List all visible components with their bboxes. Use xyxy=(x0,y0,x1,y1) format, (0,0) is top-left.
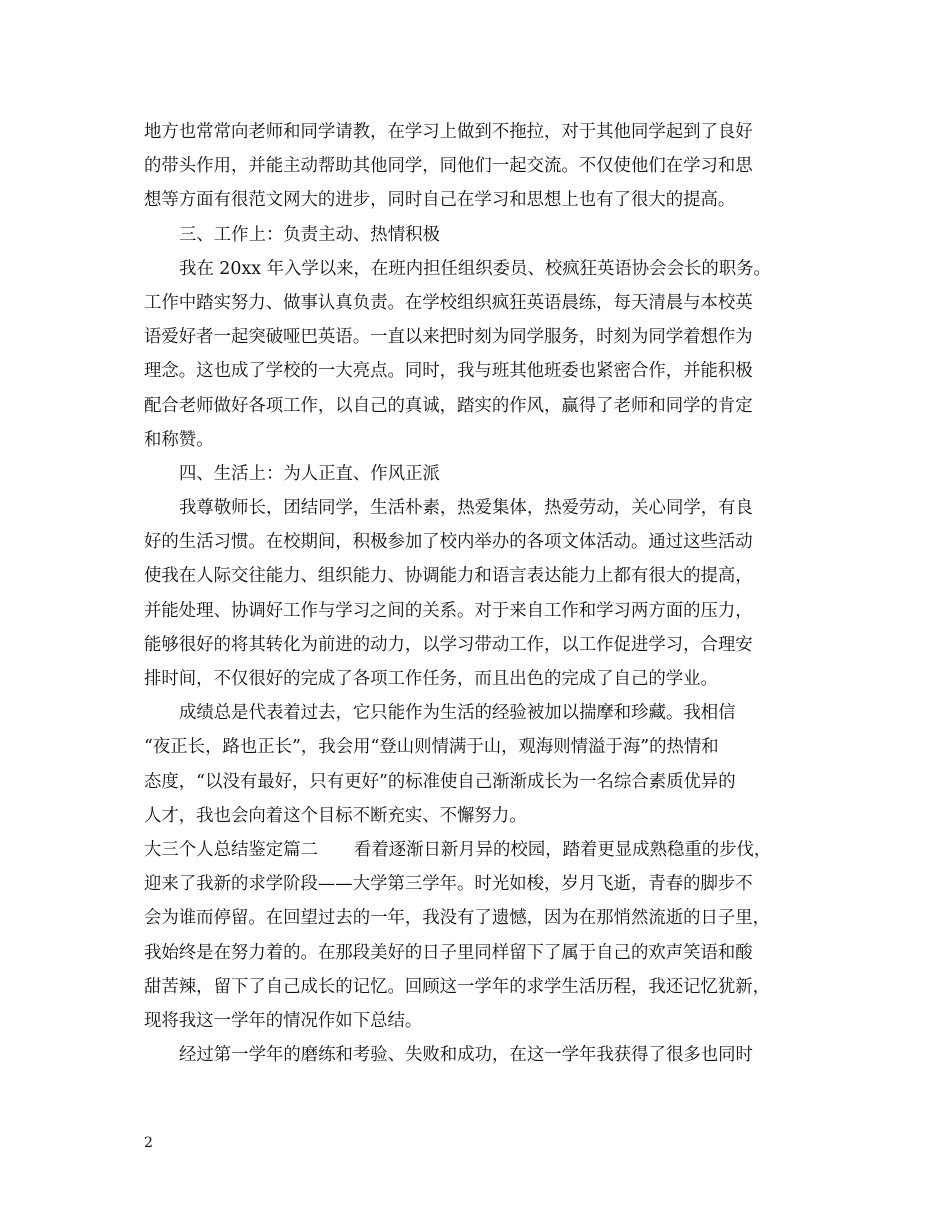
article-title: 大三个人总结鉴定篇二 xyxy=(144,839,318,860)
body-line: 排时间，不仅很好的完成了各项工作任务，而且出色的完成了自己的学业。 xyxy=(144,669,718,689)
article-title-line xyxy=(144,833,824,867)
body-line: 配合老师做好各项工作，以自己的真诚，踏实的作风，赢得了老师和同学的肯定 xyxy=(144,395,753,416)
page-number: 2 xyxy=(144,1135,153,1151)
document-body xyxy=(144,115,824,1072)
body-line: 工作中踏实努力、做事认真负责。在学校组织疯狂英语晨练，每天清晨与本校英 xyxy=(144,292,753,313)
body-line: “夜正长，路也正长”，我会用“登山则情满于山，观海则情溢于海”的热情和 xyxy=(144,737,719,758)
body-line: 会为谁而停留。在回望过去的一年，我没有了遗憾，因为在那悄然流逝的日子里， xyxy=(144,908,771,929)
body-line: 好的生活习惯。在校期间，积极参加了校内举办的各项文体活动。通过这些活动 xyxy=(144,532,753,553)
body-line: 我在 20xx 年入学以来，在班内担任组织委员、校疯狂英语协会会长的职务。 xyxy=(179,258,771,279)
body-line: 态度，“以没有最好，只有更好”的标准使自己渐渐成长为一名综合素质优异的 xyxy=(144,771,736,792)
body-line: 并能处理、协调好工作与学习之间的关系。对于来自工作和学习两方面的压力， xyxy=(144,600,753,621)
body-line: 地方也常常向老师和同学请教，在学习上做到不拖拉，对于其他同学起到了良好 xyxy=(144,122,753,142)
body-line: 甜苦辣，留下了自己成长的记忆。回顾这一学年的求学生活历程，我还记忆犹新， xyxy=(144,976,771,997)
section-heading-work: 三、工作上：负责主动、热情积极 xyxy=(179,224,440,245)
body-line: 语爱好者一起突破哑巴英语。一直以来把时刻为同学服务，时刻为同学着想作为 xyxy=(144,327,753,348)
body-line: 理念。这也成了学校的一大亮点。同时，我与班其他班委也紧密合作，并能积极 xyxy=(144,361,753,382)
article-opening: 看着逐渐日新月异的校园，踏着更显成熟稳重的步伐， xyxy=(353,839,772,860)
body-line: 迎来了我新的求学阶段——大学第三学年。时光如梭，岁月飞逝，青春的脚步不 xyxy=(144,874,753,895)
body-line: 能够很好的将其转化为前进的动力，以学习带动工作，以工作促进学习，合理安 xyxy=(144,634,753,655)
body-line: 想等方面有很范文网大的进步，同时自己在学习和思想上也有了很大的提高。 xyxy=(144,190,736,211)
body-line: 的带头作用，并能主动帮助其他同学，同他们一起交流。不仅使他们在学习和思 xyxy=(144,156,753,177)
body-line: 人才，我也会向着这个目标不断充实、不懈努力。 xyxy=(144,805,527,826)
body-line: 成绩总是代表着过去，它只能作为生活的经验被加以揣摩和珍藏。我相信 xyxy=(179,703,736,724)
body-line: 经过第一学年的磨练和考验、失败和成功，在这一学年我获得了很多也同时 xyxy=(179,1045,753,1066)
body-line: 我尊敬师长，团结同学，生活朴素，热爱集体，热爱劳动，关心同学，有良 xyxy=(179,498,753,519)
section-heading-life: 四、生活上：为人正直、作风正派 xyxy=(179,463,440,484)
body-line: 现将我这一学年的情况作如下总结。 xyxy=(144,1010,423,1031)
body-line: 和称赞。 xyxy=(144,429,214,450)
body-line: 使我在人际交往能力、组织能力、协调能力和语言表达能力上都有很大的提高， xyxy=(144,566,753,587)
body-line: 我始终是在努力着的。在那段美好的日子里同样留下了属于自己的欢声笑语和酸 xyxy=(144,942,753,963)
